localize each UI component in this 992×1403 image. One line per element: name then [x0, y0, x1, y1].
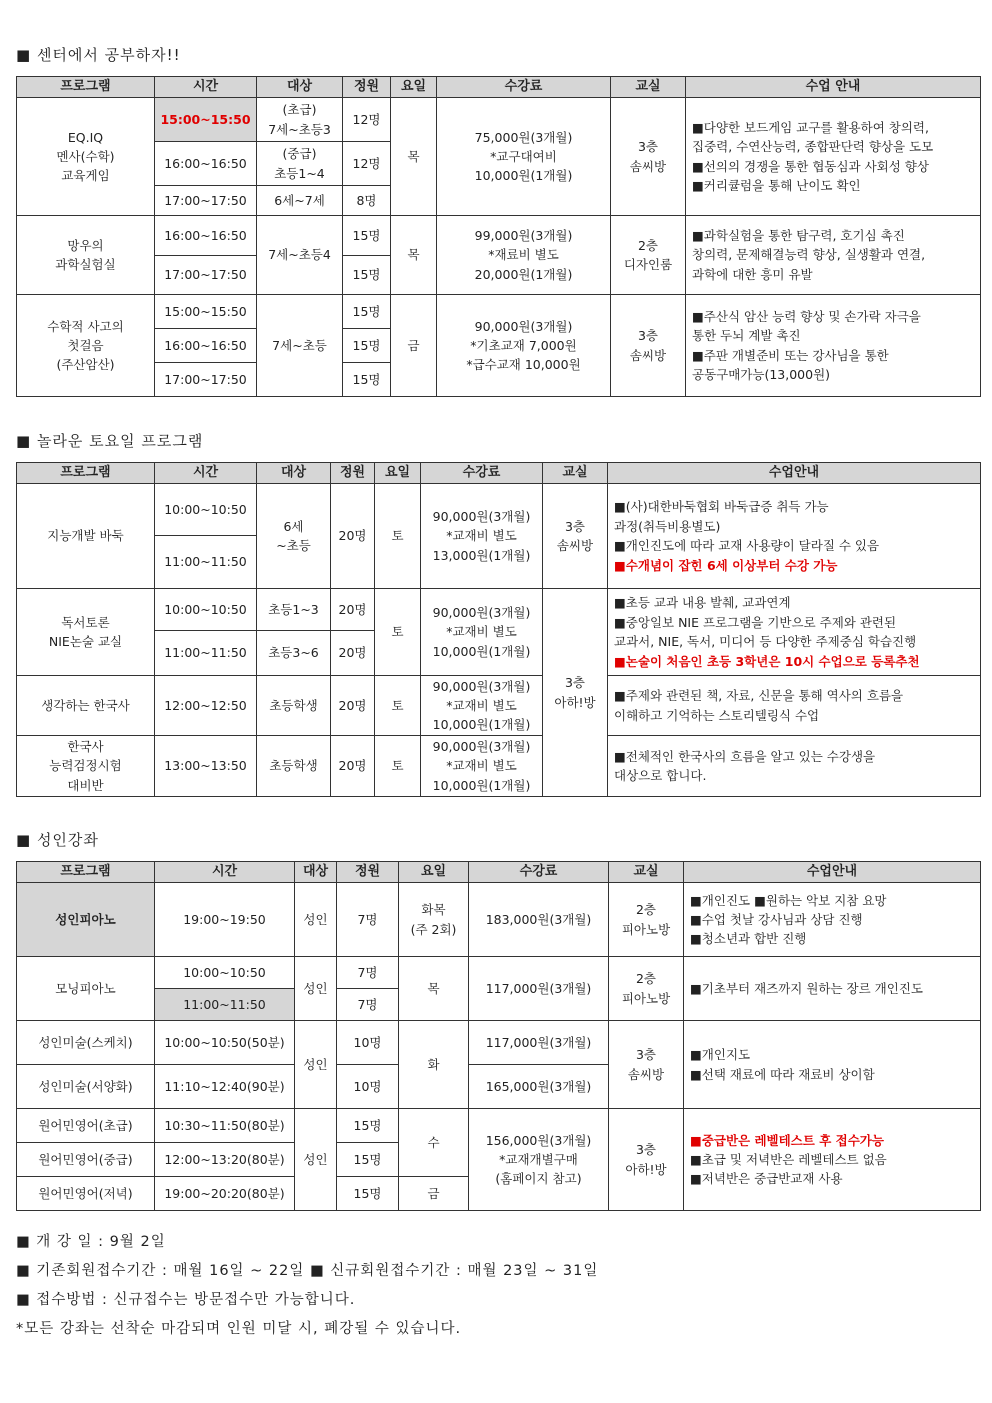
- class-fee: 183,000원(3개월): [469, 883, 609, 957]
- class-day: 목: [391, 216, 437, 295]
- class-day: 토: [375, 676, 421, 736]
- class-fee: 75,000원(3개월) *교구대여비 10,000원(1개월): [437, 98, 611, 216]
- class-target: 성인: [295, 883, 337, 957]
- class-time: 15:00~15:50: [155, 295, 257, 329]
- col-header: 수강료: [421, 463, 543, 484]
- program-name: 한국사 능력검정시험 대비반: [17, 736, 155, 797]
- col-header: 정원: [343, 77, 391, 98]
- class-fee: 90,000원(3개월) *교재비 별도 10,000원(1개월): [421, 736, 543, 797]
- table-row: [17, 1109, 981, 1143]
- opening-date: ■ 개 강 일 : 9월 2일: [16, 1234, 166, 1250]
- class-room: 3층 솜씨방: [609, 1021, 684, 1109]
- col-header: 정원: [331, 463, 375, 484]
- program-name: 망우의 과학실험실: [17, 216, 155, 295]
- class-target: (중급) 초등1~4: [257, 142, 343, 186]
- table-row: [17, 883, 981, 957]
- program-name: 모닝피아노: [17, 957, 155, 1021]
- col-header: 프로그램: [17, 77, 155, 98]
- col-header: 요일: [375, 463, 421, 484]
- col-header: 수업안내: [608, 463, 981, 484]
- class-time: 10:30~11:50(80분): [155, 1109, 295, 1143]
- class-capacity: 20명: [331, 676, 375, 736]
- class-target: 성인: [295, 1109, 337, 1211]
- col-header: 수업 안내: [686, 77, 981, 98]
- class-target: 성인: [295, 957, 337, 1021]
- class-target: 성인: [295, 1021, 337, 1109]
- col-header: 교실: [611, 77, 686, 98]
- class-fee: 117,000원(3개월): [469, 1021, 609, 1065]
- class-day: 금: [399, 1177, 469, 1211]
- col-header: 수강료: [437, 77, 611, 98]
- class-capacity: 12명: [343, 98, 391, 142]
- class-info: ■전체적인 한국사의 흐름을 알고 있는 수강생을 대상으로 합니다.: [608, 736, 981, 797]
- class-time: 17:00~17:50: [155, 363, 257, 397]
- class-target: 6세 ~초등: [257, 484, 331, 589]
- section2-title: ■ 놀라운 토요일 프로그램: [16, 432, 204, 450]
- class-capacity: 20명: [331, 589, 375, 631]
- class-target: 7세~초등: [257, 295, 343, 397]
- class-capacity: 15명: [337, 1177, 399, 1211]
- class-capacity: 20명: [331, 736, 375, 797]
- class-day: 금: [391, 295, 437, 397]
- class-info: ■주산식 암산 능력 향상 및 손가락 자극을 통한 두뇌 계발 촉진 ■주판 개별준비 또는 강사님을 통한 공동구매가능(13,000원): [686, 295, 981, 397]
- class-time: 12:00~13:20(80분): [155, 1143, 295, 1177]
- class-info: ■다양한 보드게임 교구를 활용하여 창의력, 집중력, 수연산능력, 종합판단력 향상을 도모 ■선의의 경쟁을 통한 협동심과 사회성 향상 ■커리큘럼을 통해 난이도 확인: [686, 98, 981, 216]
- class-time: 11:10~12:40(90분): [155, 1065, 295, 1109]
- table-saturday-programs: [16, 462, 981, 797]
- col-header: 수강료: [469, 862, 609, 883]
- col-header: 교실: [543, 463, 608, 484]
- class-time: 19:00~20:20(80분): [155, 1177, 295, 1211]
- class-target: 6세~7세: [257, 186, 343, 216]
- table-row: [17, 957, 981, 989]
- program-name: 성인피아노: [17, 883, 155, 957]
- class-capacity: 7명: [337, 989, 399, 1021]
- table-center-programs: [16, 76, 981, 397]
- table-header-row: [17, 463, 981, 484]
- class-time: 11:00~11:50: [155, 631, 257, 676]
- class-fee: 117,000원(3개월): [469, 957, 609, 1021]
- class-info: ■주제와 관련된 책, 자료, 신문을 통해 역사의 흐름을 이해하고 기억하는 스토리텔링식 수업: [608, 676, 981, 736]
- table-row: [17, 1021, 981, 1065]
- class-capacity: 20명: [331, 484, 375, 589]
- class-time: 13:00~13:50: [155, 736, 257, 797]
- class-target: 초등1~3: [257, 589, 331, 631]
- class-capacity: 12명: [343, 142, 391, 186]
- col-header: 시간: [155, 463, 257, 484]
- class-day: 화목 (주 2회): [399, 883, 469, 957]
- table-adult-programs: [16, 861, 981, 1211]
- class-day: 화: [399, 1021, 469, 1109]
- class-capacity: 15명: [343, 256, 391, 295]
- class-room: 2층 디자인룸: [611, 216, 686, 295]
- class-info: ■개인진도 ■원하는 악보 지참 요망 ■수업 첫날 강사님과 상담 진행 ■청소년과 합반 진행: [684, 883, 981, 957]
- class-capacity: 8명: [343, 186, 391, 216]
- program-name: 독서토론 NIE논술 교실: [17, 589, 155, 676]
- program-name: 생각하는 한국사: [17, 676, 155, 736]
- class-info: ■기초부터 재즈까지 원하는 장르 개인진도: [684, 957, 981, 1021]
- class-room: 3층 솜씨방: [611, 295, 686, 397]
- col-header: 대상: [295, 862, 337, 883]
- class-room: 3층 아하!방: [543, 589, 608, 797]
- program-name: 원어민영어(저녁): [17, 1177, 155, 1211]
- section3-title: ■ 성인강좌: [16, 831, 99, 849]
- table-header-row: [17, 77, 981, 98]
- program-name: EQ.IQ 멘사(수학) 교육게임: [17, 98, 155, 216]
- class-day: 목: [391, 98, 437, 216]
- class-fee: 99,000원(3개월) *재료비 별도 20,000원(1개월): [437, 216, 611, 295]
- class-target: 초등학생: [257, 736, 331, 797]
- class-fee: 90,000원(3개월) *교재비 별도 13,000원(1개월): [421, 484, 543, 589]
- class-day: 토: [375, 484, 421, 589]
- table-row: [17, 216, 981, 256]
- class-time: 17:00~17:50: [155, 186, 257, 216]
- class-fee: 165,000원(3개월): [469, 1065, 609, 1109]
- class-time: 19:00~19:50: [155, 883, 295, 957]
- class-capacity: 15명: [337, 1143, 399, 1177]
- class-info: ■초등 교과 내용 발췌, 교과연계 ■중앙일보 NIE 프로그램을 기반으로 주제와 관련된 교과서, NIE, 독서, 미디어 등 다양한 주제중심 학습진행 ■논술이 처음인 초등 3학년은 10시 수업으로 등록추천: [608, 589, 981, 676]
- class-room: 3층 아하!방: [609, 1109, 684, 1211]
- class-target: (초급) 7세~초등3: [257, 98, 343, 142]
- class-room: 3층 솜씨방: [543, 484, 608, 589]
- class-time: 10:00~10:50: [155, 589, 257, 631]
- class-day: 토: [375, 589, 421, 676]
- class-info: ■과학실험을 통한 탐구력, 호기심 촉진 창의력, 문제해결능력 향상, 실생활과 연결, 과학에 대한 흥미 유발: [686, 216, 981, 295]
- col-header: 프로그램: [17, 463, 155, 484]
- class-capacity: 15명: [343, 363, 391, 397]
- class-room: 3층 솜씨방: [611, 98, 686, 216]
- class-info: ■(사)대한바둑협회 바둑급증 취득 가능 과정(취득비용별도) ■개인진도에 따라 교재 사용량이 달라질 수 있음 ■수개념이 잡힌 6세 이상부터 수강 가능: [608, 484, 981, 589]
- program-name: 원어민영어(초급): [17, 1109, 155, 1143]
- class-info: ■개인지도 ■선택 재료에 따라 재료비 상이함: [684, 1021, 981, 1109]
- class-time: 11:00~11:50: [155, 536, 257, 589]
- class-capacity: 10명: [337, 1021, 399, 1065]
- class-day: 토: [375, 736, 421, 797]
- class-capacity: 15명: [337, 1109, 399, 1143]
- class-time: 11:00~11:50: [155, 989, 295, 1021]
- closing-notice: *모든 강좌는 선착순 마감되며 인원 미달 시, 폐강될 수 있습니다.: [16, 1321, 462, 1337]
- class-capacity: 7명: [337, 957, 399, 989]
- program-name: 성인미술(서양화): [17, 1065, 155, 1109]
- class-target: 7세~초등4: [257, 216, 343, 295]
- col-header: 대상: [257, 463, 331, 484]
- col-header: 교실: [609, 862, 684, 883]
- table-row: [17, 589, 981, 631]
- program-name: 수학적 사고의 첫걸음 (주산암산): [17, 295, 155, 397]
- registration-period: ■ 기존회원접수기간 : 매월 16일 ~ 22일 ■ 신규회원접수기간 : 매월 23일 ~ 31일: [16, 1263, 599, 1279]
- class-target: 초등학생: [257, 676, 331, 736]
- class-room: 2층 피아노방: [609, 883, 684, 957]
- registration-method: ■ 접수방법 : 신규접수는 방문접수만 가능합니다.: [16, 1292, 356, 1308]
- col-header: 수업안내: [684, 862, 981, 883]
- table-row: [17, 736, 981, 797]
- class-time: 10:00~10:50(50분): [155, 1021, 295, 1065]
- program-name: 원어민영어(중급): [17, 1143, 155, 1177]
- class-capacity: 10명: [337, 1065, 399, 1109]
- class-time: 16:00~16:50: [155, 329, 257, 363]
- class-time: 10:00~10:50: [155, 484, 257, 536]
- col-header: 시간: [155, 862, 295, 883]
- class-day: 목: [399, 957, 469, 1021]
- class-time: 16:00~16:50: [155, 142, 257, 186]
- class-time: 12:00~12:50: [155, 676, 257, 736]
- program-name: 성인미술(스케치): [17, 1021, 155, 1065]
- class-fee: 90,000원(3개월) *교재비 별도 10,000원(1개월): [421, 676, 543, 736]
- class-capacity: 7명: [337, 883, 399, 957]
- col-header: 대상: [257, 77, 343, 98]
- class-time: 16:00~16:50: [155, 216, 257, 256]
- col-header: 요일: [399, 862, 469, 883]
- class-time: 15:00~15:50: [155, 98, 257, 142]
- table-row: [17, 98, 981, 142]
- class-time: 17:00~17:50: [155, 256, 257, 295]
- table-row: [17, 676, 981, 736]
- table-header-row: [17, 862, 981, 883]
- class-room: 2층 피아노방: [609, 957, 684, 1021]
- class-time: 10:00~10:50: [155, 957, 295, 989]
- class-fee: 90,000원(3개월) *교재비 별도 10,000원(1개월): [421, 589, 543, 676]
- table-row: [17, 295, 981, 329]
- class-day: 수: [399, 1109, 469, 1177]
- class-info: ■중급반은 레벨테스트 후 접수가능 ■초급 및 저녁반은 레벨테스트 없음 ■저녁반은 중급반교재 사용: [684, 1109, 981, 1211]
- class-capacity: 15명: [343, 295, 391, 329]
- class-fee: 156,000원(3개월) *교재개별구매 (홈페이지 참고): [469, 1109, 609, 1211]
- table-row: [17, 484, 981, 536]
- class-target: 초등3~6: [257, 631, 331, 676]
- col-header: 정원: [337, 862, 399, 883]
- col-header: 요일: [391, 77, 437, 98]
- program-name: 지능개발 바둑: [17, 484, 155, 589]
- class-capacity: 15명: [343, 329, 391, 363]
- class-fee: 90,000원(3개월) *기초교재 7,000원 *급수교재 10,000원: [437, 295, 611, 397]
- section1-title: ■ 센터에서 공부하자!!: [16, 46, 181, 64]
- class-capacity: 15명: [343, 216, 391, 256]
- col-header: 시간: [155, 77, 257, 98]
- col-header: 프로그램: [17, 862, 155, 883]
- class-capacity: 20명: [331, 631, 375, 676]
